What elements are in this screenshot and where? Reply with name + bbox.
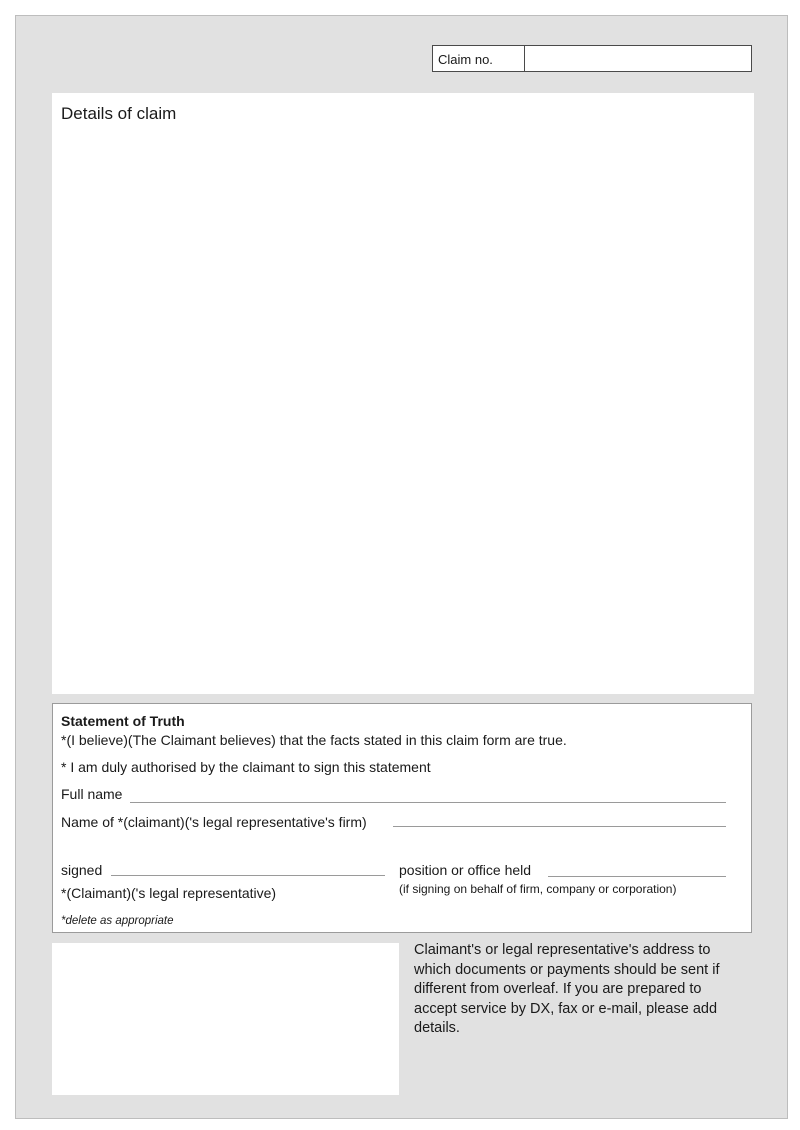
firm-name-input[interactable] (393, 826, 726, 827)
address-input[interactable] (52, 943, 399, 1095)
signer-role-label: *(Claimant)('s legal representative) (61, 885, 277, 901)
signature-input[interactable] (111, 875, 385, 876)
claim-no-field (432, 45, 752, 72)
details-of-claim-section (52, 93, 754, 694)
delete-note: *delete as appropriate (61, 915, 174, 927)
claim-no-input[interactable] (525, 46, 751, 71)
statement-of-truth-heading: Statement of Truth (61, 713, 185, 729)
full-name-input[interactable] (130, 802, 726, 803)
details-of-claim-title: Details of claim (61, 104, 177, 123)
firm-name-label: Name of *(claimant)('s legal representative's firm) (61, 814, 367, 830)
details-of-claim-input[interactable] (52, 133, 754, 694)
signed-label: signed (61, 862, 103, 878)
belief-statement: *(I believe)(The Claimant believes) that the facts stated in this claim form are true. (61, 732, 567, 748)
authorised-statement: * I am duly authorised by the claimant to sign this statement (61, 759, 431, 775)
full-name-label: Full name (61, 786, 123, 802)
statement-of-truth-section (52, 703, 752, 933)
position-label: position or office held (399, 862, 532, 878)
claim-no-label: Claim no. (433, 46, 525, 71)
position-input[interactable] (548, 876, 726, 877)
address-instructions: Claimant's or legal representative's address to which documents or payments should be sent if different from overleaf. If you are prepared to accept service by DX, fax or e-mail, please add details. (414, 942, 720, 1036)
position-hint: (if signing on behalf of firm, company or corporation) (399, 882, 677, 896)
